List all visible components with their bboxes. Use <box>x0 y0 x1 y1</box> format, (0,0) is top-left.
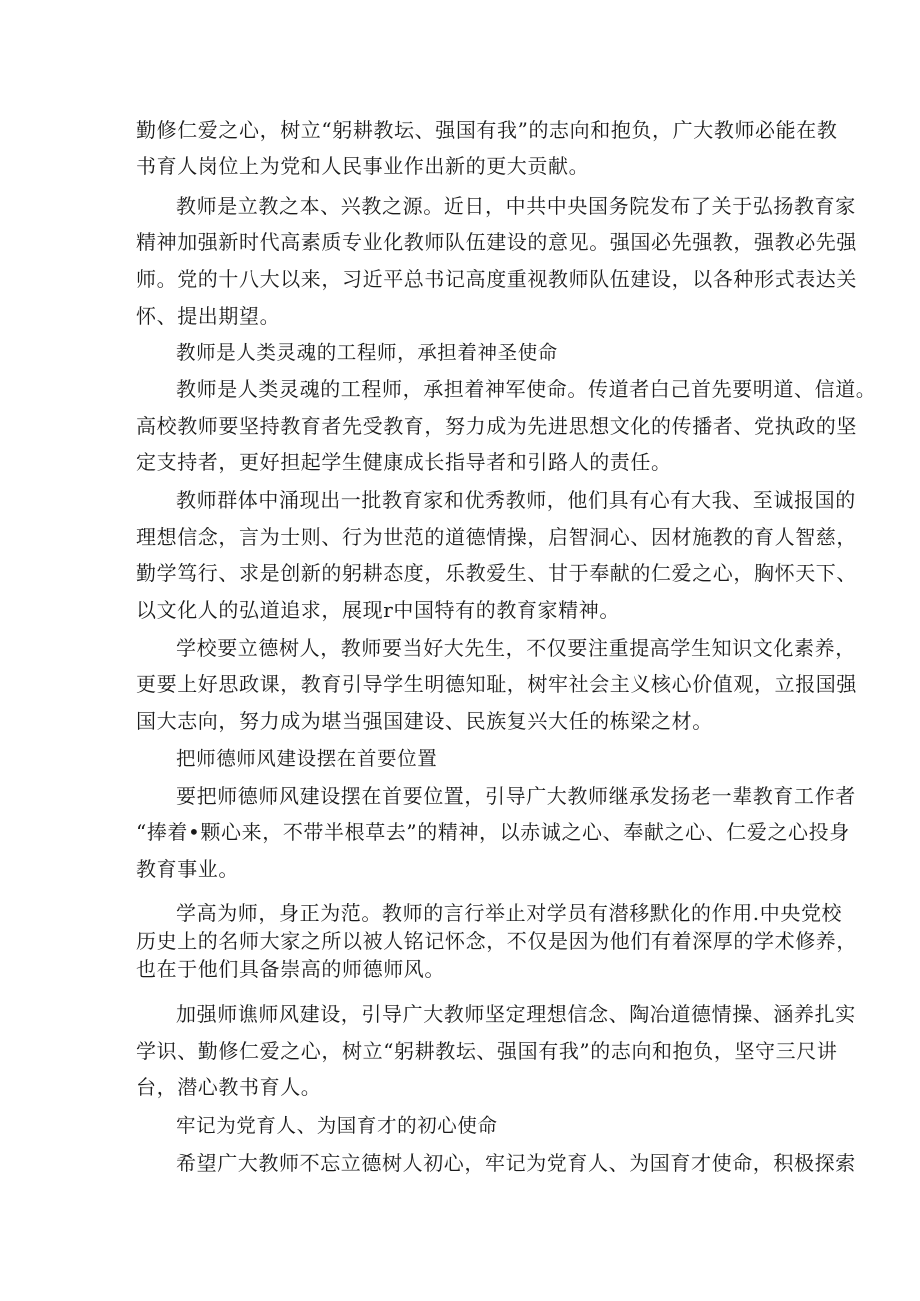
paragraph-start-line: 学校要立德树人，教师要当好大先生，不仅要注重提高学生知识文化素养， <box>176 636 856 660</box>
section-heading: 把师德师风建设摆在首要位置 <box>176 747 438 770</box>
paragraph-start-line: 教师群体中涌现出一批教育家和优秀教师，他们具有心有大我、至诚报国的 <box>176 488 856 512</box>
text-line: 书育人岗位上为党和人民事业作出新的更大贡献。 <box>136 154 590 178</box>
text-line: 定支持者，更好担起学生健康成长指导者和引路人的责任。 <box>136 450 672 474</box>
text-line: 精神加强新时代高素质专业化教师队伍建设的意见。强国必先强教，强教必先强 <box>136 230 857 254</box>
text-line: “捧着•颗心来，不带半根草去”的精神，以赤诚之心、奉献之心、仁爱之心投身 <box>136 820 850 844</box>
text-line: 国大志向，努力成为堪当强国建设、民族复兴大任的栋梁之材。 <box>136 709 713 733</box>
text-line: 怀、提出期望。 <box>136 304 281 328</box>
paragraph-start-line: 希望广大教师不忘立德树人初心，牢记为党育人、为国育才使命，积极探索 <box>176 1151 856 1175</box>
text-line: 高校教师要坚持教育者先受教育，努力成为先进思想文化的传播者、党执政的坚 <box>136 414 857 438</box>
text-line: 以文化人的弘道追求，展现r中国特有的教育家精神。 <box>136 598 620 622</box>
text-line: 台，潜心教书育人。 <box>136 1075 322 1099</box>
text-line: 理想信念，言为士则、行为世范的道德情操，启智洞心、因材施教的育人智慈， <box>136 525 857 549</box>
text-line: 勤学笃行、求是创新的躬耕态度，乐教爱生、甘于奉献的仁爱之心，胸怀天下、 <box>136 561 857 585</box>
text-line: 也在于他们具备崇高的师德师风。 <box>136 957 445 981</box>
paragraph-start-line: 要把师德师风建设摆在首要位置，引导广大教师继承发扬老一辈教育工作者 <box>176 784 856 808</box>
text-line: 更要上好思政课，教育引导学生明德知耻，树牢社会主义核心价值观，立报国强 <box>136 672 857 696</box>
section-heading: 教师是人类灵魂的工程师，承担着神圣使命 <box>176 341 558 364</box>
text-line: 教育事业。 <box>136 857 239 881</box>
text-line: 历史上的名师大家之所以被人铭记怀念，不仅是因为他们有着深厚的学术修养， <box>136 929 857 953</box>
text-line: 师。党的十八大以来，习近平总书记高度重视教师队伍建设，以各种形式表达关 <box>136 267 857 291</box>
text-line: 学识、勤修仁爱之心，树立“躬耕教坛、强国有我”的志向和抱负，坚守三尺讲 <box>136 1039 838 1063</box>
paragraph-start-line: 加强师谯师风建设，引导广大教师坚定理想信念、陶冶道德情操、涵养扎实 <box>176 1002 856 1026</box>
section-heading: 牢记为党育人、为国育才的初心使命 <box>176 1114 498 1137</box>
paragraph-start-line: 教师是立教之本、兴教之源。近日，中共中央国务院发布了关于弘扬教育家 <box>176 194 856 218</box>
paragraph-start-line: 教师是人类灵魂的工程师，承担着神军使命。传道者白己首先要明道、信道。 <box>176 377 877 401</box>
text-line: 勤修仁爱之心，树立“躬耕教坛、强国有我”的志向和抱负，广大教师必能在教 <box>136 118 838 142</box>
paragraph-start-line: 学高为师，身正为范。教师的言行举止对学员有潜移默化的作用.中央党校 <box>176 901 843 925</box>
